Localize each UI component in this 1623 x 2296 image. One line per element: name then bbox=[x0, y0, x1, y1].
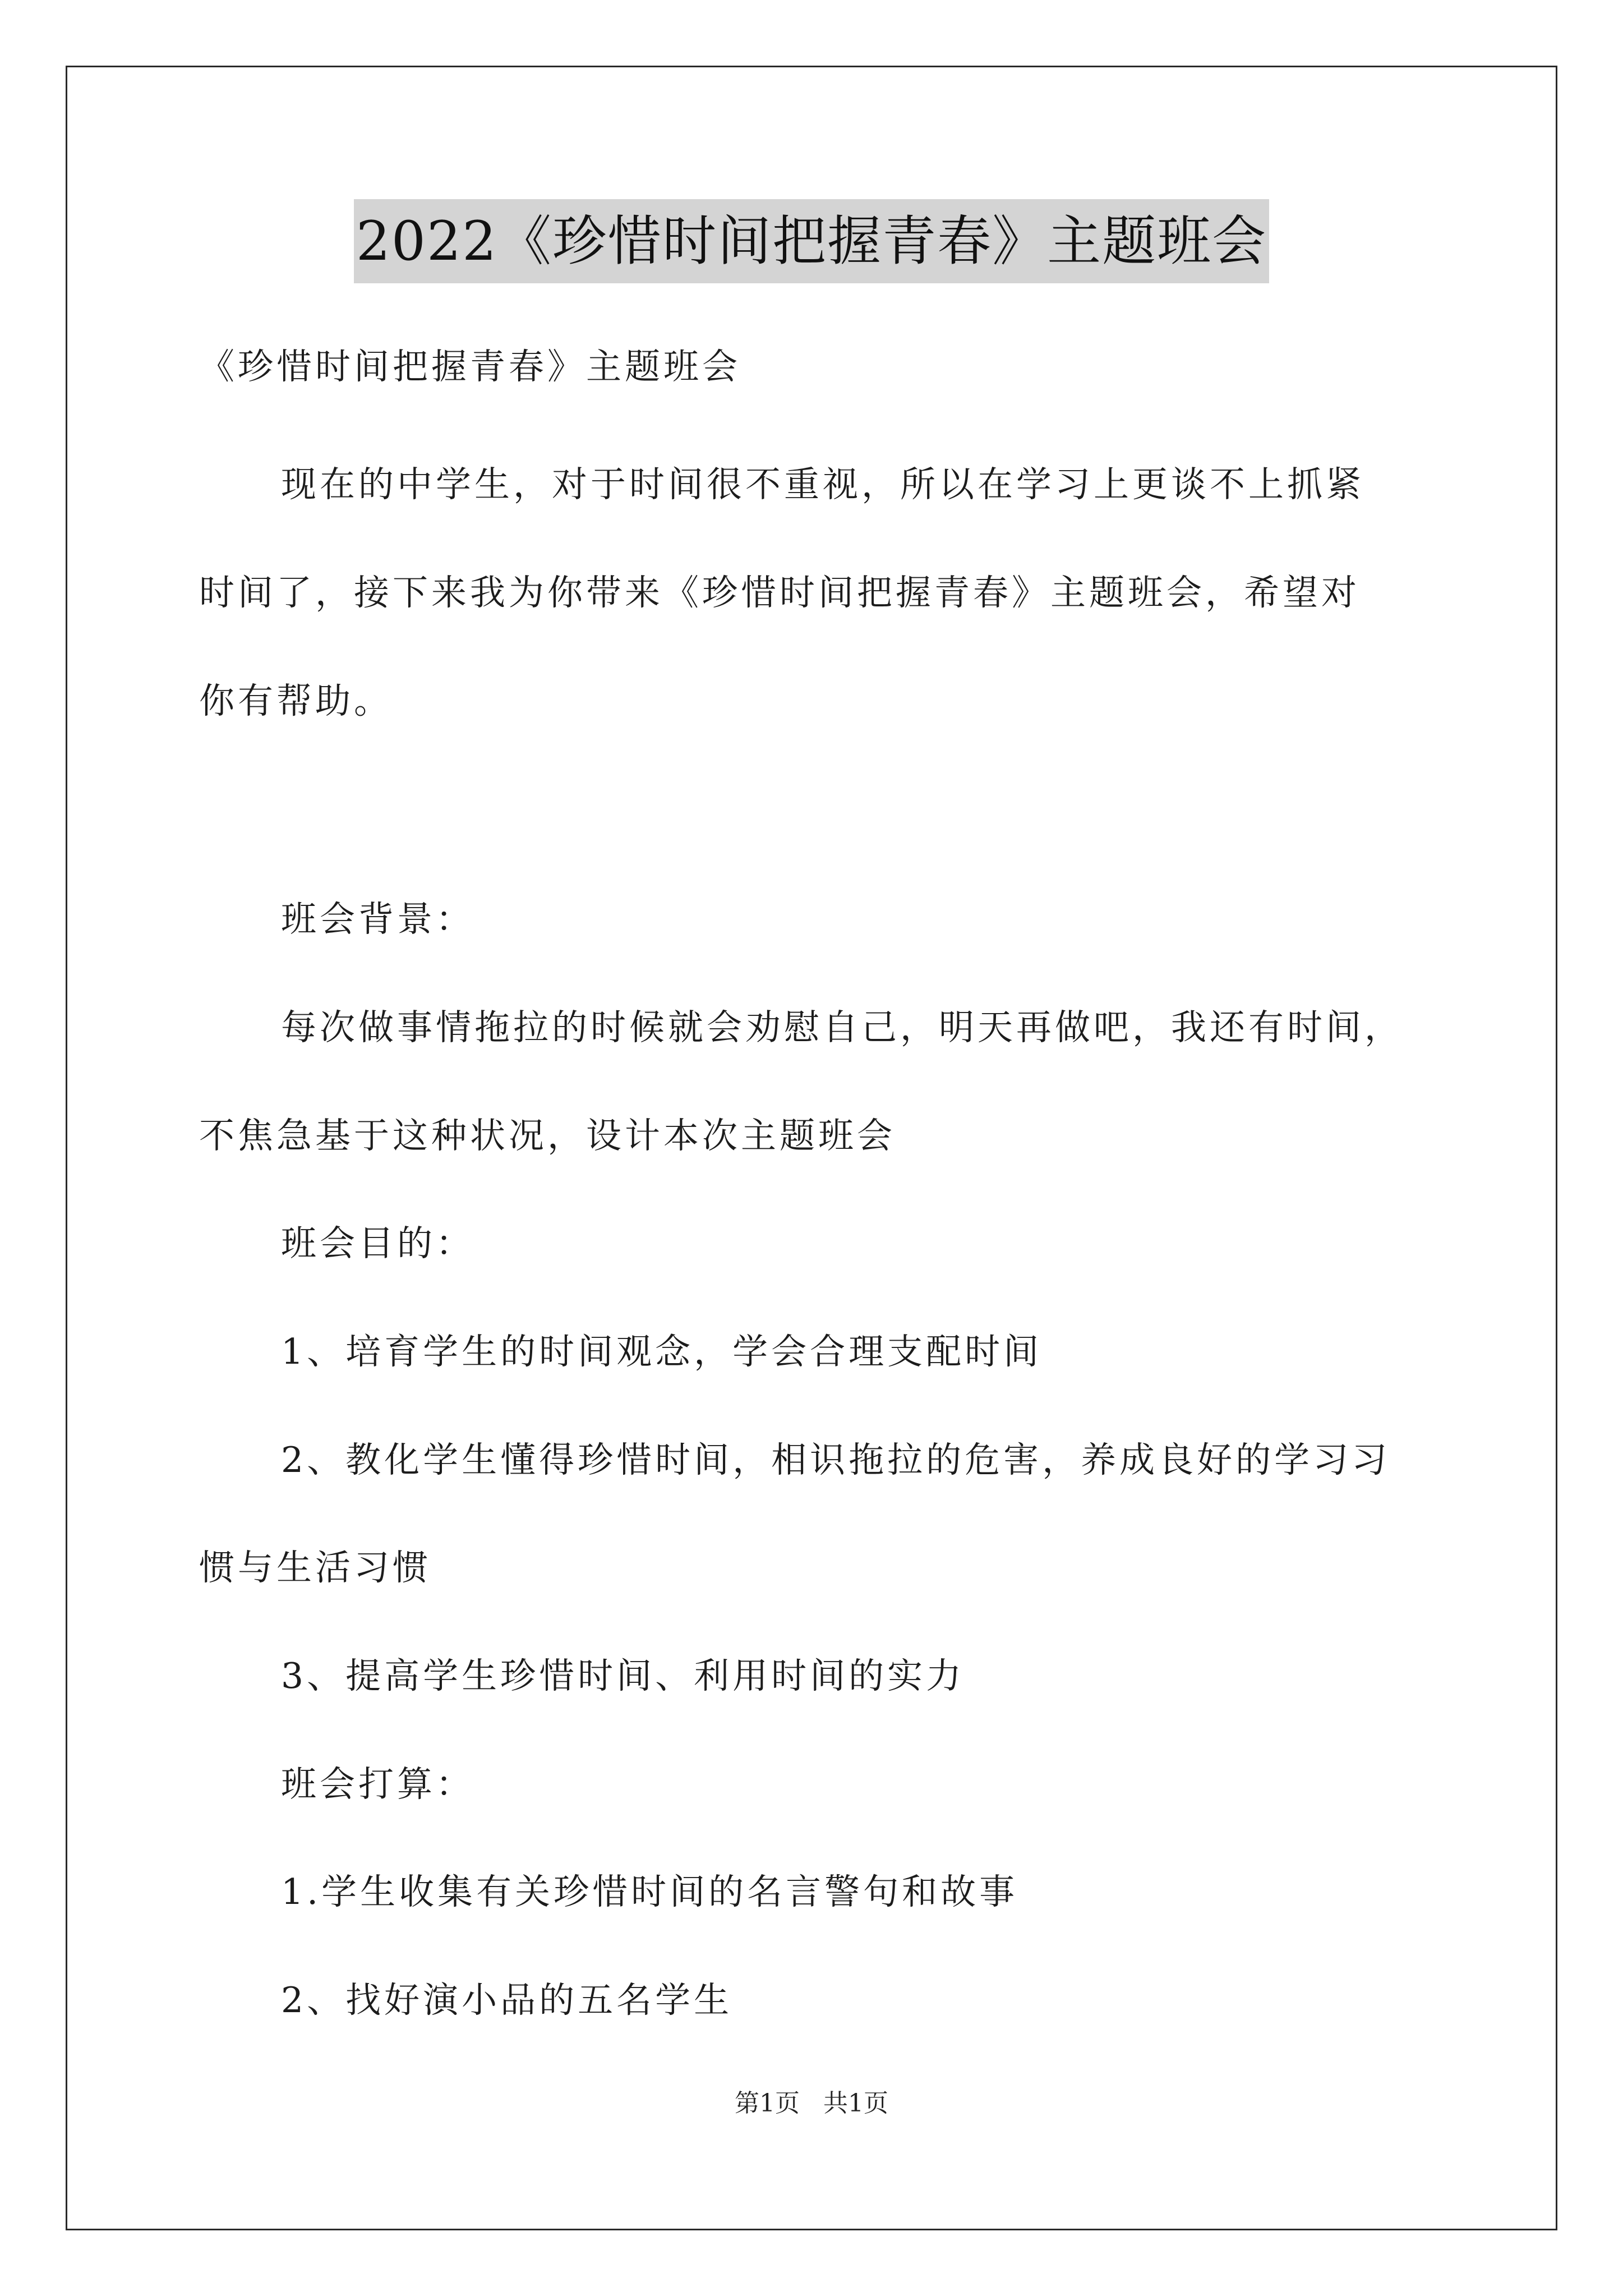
section-heading-purpose: 班会目的： bbox=[281, 1223, 474, 1264]
intro-paragraph-line-1: 现在的中学生，对于时间很不重视，所以在学习上更谈不上抓紧 bbox=[281, 464, 1364, 505]
purpose-item-2-line-1: 2、教化学生懂得珍惜时间，相识拖拉的危害，养成良好的学习习 bbox=[281, 1439, 1391, 1480]
subtitle-paragraph: 《珍惜时间把握青春》主题班会 bbox=[199, 346, 741, 387]
purpose-item-1: 1、培育学生的时间观念，学会合理支配时间 bbox=[281, 1331, 1043, 1372]
preparation-item-2: 2、找好演小品的五名学生 bbox=[281, 1980, 733, 2021]
intro-paragraph-line-2: 时间了，接下来我为你带来《珍惜时间把握青春》主题班会，希望对 bbox=[199, 572, 1360, 613]
page-footer bbox=[0, 2087, 1623, 2120]
intro-paragraph-line-3: 你有帮助。 bbox=[199, 680, 393, 721]
section-heading-background: 班会背景： bbox=[281, 899, 474, 940]
background-paragraph-line-1: 每次做事情拖拉的时候就会劝慰自己，明天再做吧，我还有时间， bbox=[281, 1007, 1403, 1048]
title-container bbox=[0, 199, 1623, 283]
document-title: 2022《珍惜时间把握青春》主题班会 bbox=[354, 199, 1269, 283]
purpose-item-2-line-2: 惯与生活习惯 bbox=[199, 1547, 431, 1588]
page-number-current: 第1页 bbox=[735, 2089, 800, 2118]
background-paragraph-line-2: 不焦急基于这种状况，设计本次主题班会 bbox=[199, 1115, 896, 1156]
section-heading-preparation: 班会打算： bbox=[281, 1764, 474, 1805]
purpose-item-3: 3、提高学生珍惜时间、利用时间的实力 bbox=[281, 1655, 965, 1696]
preparation-item-1: 1.学生收集有关珍惜时间的名言警句和故事 bbox=[281, 1871, 1018, 1912]
page-number-total: 共1页 bbox=[823, 2089, 888, 2118]
